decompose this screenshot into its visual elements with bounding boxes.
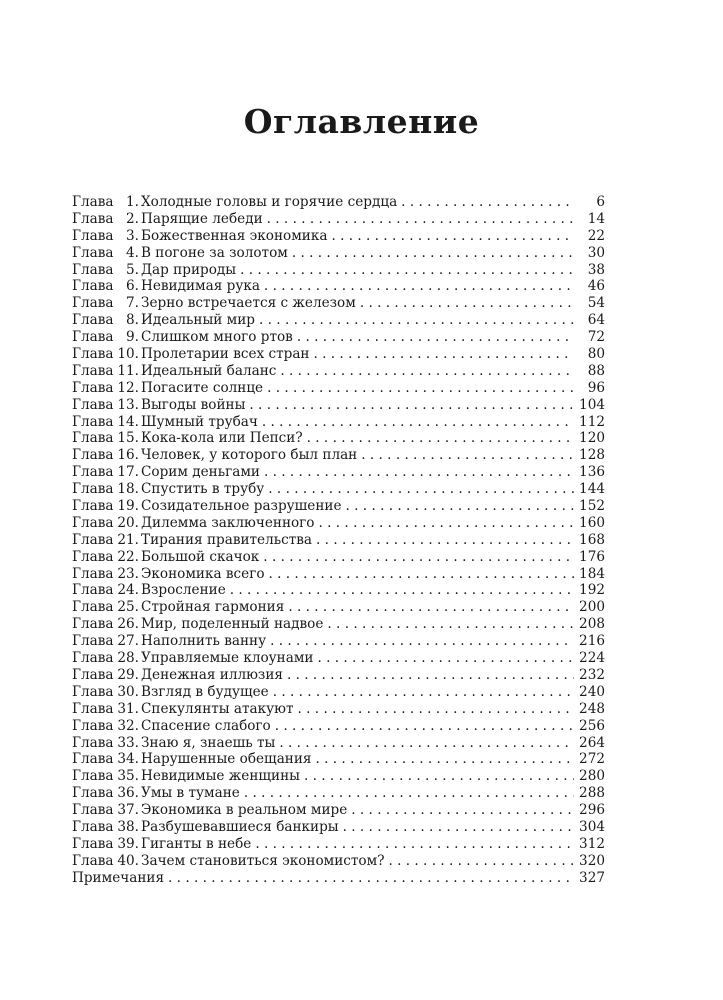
- page-number: 104: [579, 396, 605, 413]
- page-number: 176: [579, 548, 605, 565]
- chapter-title: Экономика в реальном мире: [141, 802, 348, 819]
- chapter-title: Денежная иллюзия: [141, 666, 283, 683]
- dot-leader: [280, 363, 574, 380]
- toc-entry[interactable]: [72, 785, 605, 802]
- page-number: 216: [579, 633, 605, 650]
- chapter-number: 35.: [117, 768, 139, 785]
- chapter-prefix: Глава: [72, 312, 114, 329]
- page-number: 296: [579, 802, 605, 819]
- page-number: 192: [579, 582, 605, 599]
- chapter-prefix: Глава: [72, 362, 114, 379]
- chapter-prefix: Глава: [72, 785, 114, 802]
- chapter-prefix: Глава: [72, 650, 114, 667]
- notes-title: Примечания: [72, 869, 165, 886]
- toc-entry[interactable]: [72, 346, 605, 363]
- chapter-prefix: Глава: [72, 599, 114, 616]
- chapter-number: 31.: [117, 700, 139, 717]
- chapter-prefix: Глава: [72, 683, 114, 700]
- toc-entry[interactable]: [72, 819, 605, 836]
- toc-entry[interactable]: [72, 397, 605, 414]
- chapter-number: 13.: [117, 396, 139, 413]
- dot-leader: [304, 768, 574, 785]
- chapter-title: Взгляд в будущее: [141, 683, 269, 700]
- chapter-prefix: Глава: [72, 666, 114, 683]
- chapter-prefix: Глава: [72, 768, 114, 785]
- chapter-number: 39.: [117, 835, 139, 852]
- chapter-prefix: Глава: [72, 261, 114, 278]
- page-number: 240: [579, 683, 605, 700]
- dot-leader: [268, 481, 574, 498]
- chapter-title: Пролетарии всех стран: [141, 346, 310, 363]
- dot-leader: [255, 836, 574, 853]
- chapter-title: Созидательное разрушение: [141, 498, 342, 515]
- toc-entry[interactable]: [72, 329, 605, 346]
- chapter-number: 4.: [126, 244, 139, 261]
- chapter-number: 8.: [126, 312, 139, 329]
- chapter-title: Божественная экономика: [141, 227, 328, 244]
- toc-entry[interactable]: [72, 245, 605, 262]
- chapter-title: Невидимые женщины: [141, 768, 300, 785]
- dot-leader: [327, 616, 574, 633]
- dot-leader: [279, 735, 574, 752]
- dot-leader: [267, 211, 574, 228]
- chapter-title: Гиганты в небе: [141, 835, 252, 852]
- chapter-prefix: Глава: [72, 514, 114, 531]
- chapter-title: Слишком много ртов: [141, 329, 293, 346]
- toc-entry[interactable]: [72, 650, 605, 667]
- chapter-prefix: Глава: [72, 835, 114, 852]
- dot-leader: [269, 566, 575, 583]
- toc-entry[interactable]: [72, 582, 605, 599]
- chapter-title: Знаю я, знаешь ты: [141, 734, 276, 751]
- chapter-number: 25.: [117, 599, 139, 616]
- chapter-prefix: Глава: [72, 244, 114, 261]
- dot-leader: [297, 329, 574, 346]
- page-number: 248: [579, 700, 605, 717]
- chapter-title: Тирания правительства: [141, 531, 313, 548]
- toc-entry[interactable]: [72, 633, 605, 650]
- page-title: Оглавление: [243, 102, 480, 141]
- chapter-number: 30.: [117, 683, 139, 700]
- chapter-title: Сорим деньгами: [141, 464, 260, 481]
- dot-leader: [331, 228, 574, 245]
- dot-leader: [168, 870, 574, 887]
- chapter-title: Управляемые клоунами: [141, 650, 314, 667]
- chapter-title: Шумный трубач: [141, 413, 258, 430]
- page-number: 184: [579, 565, 605, 582]
- chapter-title: Зачем становиться экономистом?: [141, 852, 385, 869]
- dot-leader: [316, 751, 575, 768]
- toc-entry[interactable]: [72, 701, 605, 718]
- chapter-number: 22.: [117, 548, 139, 565]
- chapter-title: Нарушенные обещания: [141, 751, 312, 768]
- chapter-title: Взросление: [141, 582, 226, 599]
- toc-entry[interactable]: [72, 549, 605, 566]
- toc-entry[interactable]: [72, 380, 605, 397]
- dot-leader: [307, 430, 574, 447]
- chapter-prefix: Глава: [72, 379, 114, 396]
- chapter-title: Кока-кола или Пепси?: [141, 430, 303, 447]
- chapter-prefix: Глава: [72, 582, 114, 599]
- toc-entry[interactable]: [72, 464, 605, 481]
- chapter-number: 28.: [117, 650, 139, 667]
- toc-entry-notes[interactable]: [72, 870, 605, 887]
- dot-leader: [360, 295, 574, 312]
- dot-leader: [244, 785, 574, 802]
- page-number: 232: [579, 666, 605, 683]
- page-number: 96: [587, 379, 605, 396]
- chapter-number: 20.: [117, 514, 139, 531]
- chapter-number: 12.: [117, 379, 139, 396]
- page-number: 64: [587, 312, 605, 329]
- chapter-prefix: Глава: [72, 329, 114, 346]
- dot-leader: [292, 245, 574, 262]
- chapter-prefix: Глава: [72, 565, 114, 582]
- chapter-number: 15.: [117, 430, 139, 447]
- chapter-number: 9.: [126, 329, 139, 346]
- toc-entry[interactable]: [72, 718, 605, 735]
- page-number: 88: [587, 362, 605, 379]
- toc-entry[interactable]: [72, 566, 605, 583]
- toc-entry[interactable]: [72, 211, 605, 228]
- toc-entry[interactable]: [72, 599, 605, 616]
- chapter-title: Экономика всего: [141, 565, 265, 582]
- dot-leader: [361, 447, 574, 464]
- chapter-prefix: Глава: [72, 633, 114, 650]
- chapter-prefix: Глава: [72, 210, 114, 227]
- chapter-title: Погасите солнце: [141, 379, 264, 396]
- dot-leader: [319, 515, 575, 532]
- chapter-prefix: Глава: [72, 548, 114, 565]
- toc-entry[interactable]: [72, 751, 605, 768]
- chapter-prefix: Глава: [72, 852, 114, 869]
- dot-leader: [314, 346, 575, 363]
- toc-entry[interactable]: [72, 667, 605, 684]
- chapter-prefix: Глава: [72, 227, 114, 244]
- chapter-title: Зерно встречается с железом: [141, 295, 356, 312]
- chapter-title: В погоне за золотом: [141, 244, 288, 261]
- page-number: 168: [579, 531, 605, 548]
- chapter-title: Дилемма заключенного: [141, 514, 315, 531]
- page-number: 112: [579, 413, 605, 430]
- page-number: 208: [579, 616, 605, 633]
- chapter-number: 7.: [126, 295, 139, 312]
- toc-entry[interactable]: [72, 295, 605, 312]
- page-number: 120: [579, 430, 605, 447]
- chapter-prefix: Глава: [72, 498, 114, 515]
- chapter-prefix: Глава: [72, 346, 114, 363]
- dot-leader: [249, 397, 574, 414]
- chapter-prefix: Глава: [72, 751, 114, 768]
- dot-leader: [401, 194, 574, 211]
- chapter-title: Мир, поделенный надвое: [141, 616, 324, 633]
- chapter-number: 40.: [117, 852, 139, 869]
- chapter-title: Холодные головы и горячие сердца: [141, 194, 398, 210]
- chapter-number: 23.: [117, 565, 139, 582]
- chapter-number: 29.: [117, 666, 139, 683]
- chapter-prefix: Глава: [72, 413, 114, 430]
- dot-leader: [259, 312, 574, 329]
- dot-leader: [264, 278, 574, 295]
- dot-leader: [230, 582, 574, 599]
- toc-entry[interactable]: [72, 836, 605, 853]
- chapter-prefix: Глава: [72, 531, 114, 548]
- toc-entry[interactable]: [72, 768, 605, 785]
- chapter-number: 32.: [117, 717, 139, 734]
- dot-leader: [273, 684, 574, 701]
- chapter-title: Разбушевавшиеся банкиры: [141, 818, 339, 835]
- chapter-title: Спасение слабого: [141, 717, 271, 734]
- chapter-prefix: Глава: [72, 295, 114, 312]
- chapter-prefix: Глава: [72, 818, 114, 835]
- chapter-number: 10.: [117, 346, 139, 363]
- page-number: 80: [587, 346, 605, 363]
- toc-entry[interactable]: [72, 684, 605, 701]
- chapter-title: Стройная гармония: [141, 599, 285, 616]
- page-number: 304: [579, 818, 605, 835]
- chapter-prefix: Глава: [72, 481, 114, 498]
- table-of-contents: [72, 194, 605, 887]
- chapter-number: 21.: [117, 531, 139, 548]
- chapter-prefix: Глава: [72, 616, 114, 633]
- dot-leader: [298, 701, 574, 718]
- toc-entry[interactable]: [72, 532, 605, 549]
- toc-entry[interactable]: [72, 735, 605, 752]
- chapter-prefix: Глава: [72, 430, 114, 447]
- chapter-title: Идеальный мир: [141, 312, 256, 329]
- toc-entry[interactable]: [72, 498, 605, 515]
- chapter-number: 38.: [117, 818, 139, 835]
- toc-entry[interactable]: [72, 262, 605, 279]
- page-number: 6: [596, 194, 605, 210]
- chapter-title: Большой скачок: [141, 548, 260, 565]
- toc-entry[interactable]: [72, 481, 605, 498]
- chapter-number: 2.: [126, 210, 139, 227]
- dot-leader: [270, 633, 574, 650]
- chapter-number: 26.: [117, 616, 139, 633]
- dot-leader: [275, 718, 574, 735]
- chapter-number: 36.: [117, 785, 139, 802]
- dot-leader: [267, 380, 574, 397]
- page-number: 312: [579, 835, 605, 852]
- chapter-number: 34.: [117, 751, 139, 768]
- dot-leader: [316, 532, 574, 549]
- chapter-title: Идеальный баланс: [141, 362, 277, 379]
- chapter-number: 33.: [117, 734, 139, 751]
- page-number: 160: [579, 514, 605, 531]
- chapter-title: Дар природы: [141, 261, 237, 278]
- toc-entry[interactable]: [72, 447, 605, 464]
- chapter-prefix: Глава: [72, 734, 114, 751]
- dot-leader: [343, 819, 574, 836]
- chapter-number: 3.: [126, 227, 139, 244]
- page-number: 288: [579, 785, 605, 802]
- toc-entry[interactable]: [72, 616, 605, 633]
- dot-leader: [351, 802, 574, 819]
- chapter-number: 5.: [126, 261, 139, 278]
- chapter-number: 1.: [126, 194, 139, 210]
- chapter-prefix: Глава: [72, 194, 114, 210]
- chapter-number: 24.: [117, 582, 139, 599]
- chapter-title: Человек, у которого был план: [141, 447, 358, 464]
- dot-leader: [317, 650, 574, 667]
- chapter-title: Парящие лебеди: [141, 210, 263, 227]
- page-number: 30: [587, 244, 605, 261]
- chapter-prefix: Глава: [72, 700, 114, 717]
- chapter-number: 17.: [117, 464, 139, 481]
- chapter-number: 19.: [117, 498, 139, 515]
- page-number: 256: [579, 717, 605, 734]
- dot-leader: [262, 414, 574, 431]
- chapter-title: Спекулянты атакуют: [141, 700, 294, 717]
- chapter-prefix: Глава: [72, 278, 114, 295]
- dot-leader: [288, 599, 574, 616]
- chapter-prefix: Глава: [72, 802, 114, 819]
- chapter-number: 11.: [117, 362, 139, 379]
- chapter-number: 37.: [117, 802, 139, 819]
- page-number: 46: [587, 278, 605, 295]
- page-number: 224: [579, 650, 605, 667]
- dot-leader: [287, 667, 574, 684]
- dot-leader: [263, 549, 574, 566]
- chapter-title: Выгоды войны: [141, 396, 246, 413]
- dot-leader: [264, 464, 574, 481]
- toc-entry[interactable]: [72, 194, 605, 211]
- page-number: 264: [579, 734, 605, 751]
- page-number: 200: [579, 599, 605, 616]
- chapter-prefix: Глава: [72, 396, 114, 413]
- dot-leader: [388, 853, 574, 870]
- dot-leader: [240, 262, 574, 279]
- dot-leader: [346, 498, 574, 515]
- page-number: 14: [587, 210, 605, 227]
- toc-entry[interactable]: [72, 853, 605, 870]
- toc-entry[interactable]: [72, 414, 605, 431]
- chapter-title: Умы в тумане: [141, 785, 240, 802]
- toc-entry[interactable]: [72, 515, 605, 532]
- toc-entry[interactable]: [72, 430, 605, 447]
- chapter-title: Спустить в трубу: [141, 481, 265, 498]
- chapter-prefix: Глава: [72, 717, 114, 734]
- page-number: 38: [587, 261, 605, 278]
- toc-entry[interactable]: [72, 802, 605, 819]
- chapter-prefix: Глава: [72, 464, 114, 481]
- chapter-number: 14.: [117, 413, 139, 430]
- chapter-number: 16.: [117, 447, 139, 464]
- chapter-number: 6.: [126, 278, 139, 295]
- chapter-prefix: Глава: [72, 447, 114, 464]
- toc-entry[interactable]: [72, 312, 605, 329]
- toc-entry[interactable]: [72, 363, 605, 380]
- page-number: 22: [587, 227, 605, 244]
- chapter-title: Невидимая рука: [141, 278, 260, 295]
- page-number: 280: [579, 768, 605, 785]
- page-number: 272: [579, 751, 605, 768]
- toc-entry[interactable]: [72, 278, 605, 295]
- page-number: 54: [587, 295, 605, 312]
- chapter-number: 27.: [117, 633, 139, 650]
- page-number: 327: [579, 869, 605, 886]
- page-number: 128: [579, 447, 605, 464]
- page-number: 72: [587, 329, 605, 346]
- page-number: 152: [579, 498, 605, 515]
- page-number: 144: [579, 481, 605, 498]
- page-number: 320: [579, 852, 605, 869]
- toc-entry[interactable]: [72, 228, 605, 245]
- page-number: 136: [579, 464, 605, 481]
- chapter-title: Наполнить ванну: [141, 633, 267, 650]
- chapter-number: 18.: [117, 481, 139, 498]
